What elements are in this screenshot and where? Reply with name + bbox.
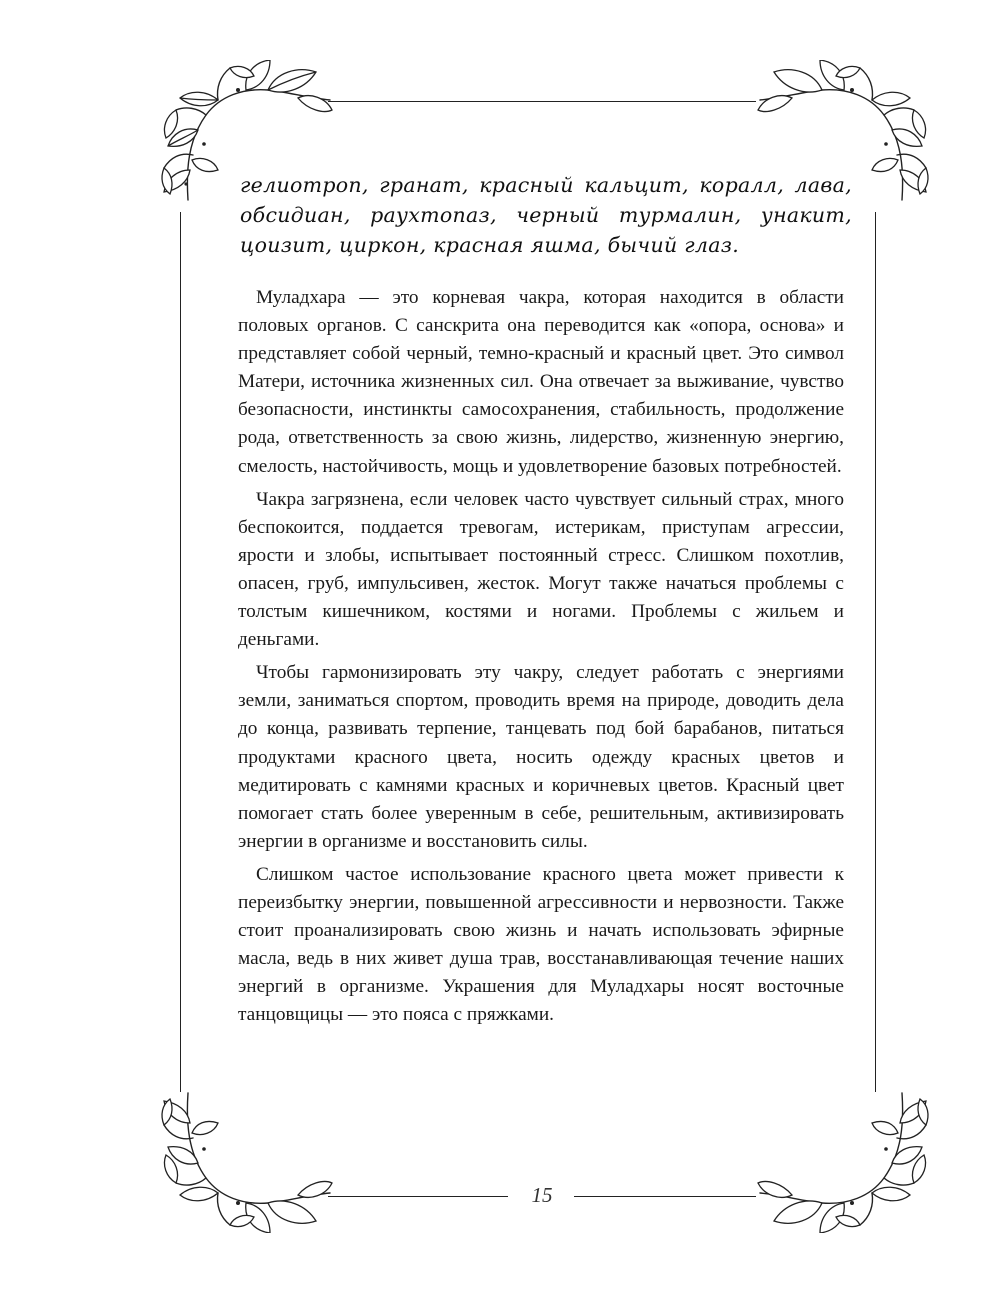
- left-frame-line: [180, 212, 181, 1092]
- leaf-ornament-icon: [757, 1088, 932, 1233]
- paragraph: Слишком частое использование красного цвета может привести к переизбытку энергии, повышенной агрессивности и нервозности. Также стоит проанализировать свою жизнь и начать использовать эфирные масла, ведь в них живет душа трав, восстанавливающая течение наших энергий в организме. Украшения для Муладхары носят восточные танцовщицы — это пояса с пряжками.: [238, 863, 844, 1026]
- paragraph: Муладхара — это корневая чакра, которая находится в области половых органов. С санскрита она переводится как «опора, основа» и представляет собой черный, темно-красный и красный цвет. Это символ Матери, источника жизненных сил. Она отвечает за выживание, чувство безопасности, инстинкты самосохранения, стабильность, продолжение рода, ответственность за свою жизнь, лидерство, жизненную энергию, смелость, настойчивость, мощь и удовлетворение базовых потребностей.: [238, 287, 844, 477]
- paragraph: Чтобы гармонизировать эту чакру, следует работать с энергиями земли, заниматься спортом, проводить время на природе, доводить дела до конца, развивать терпение, танцевать под бой барабанов, питаться продуктами красного цвета, носить одежду красных цветов и медитировать с камнями красных и коричневых цветов. Красный цвет помогает стать более уверенным в себе, решительным, активизировать энергии в организме и восстановить силы.: [238, 662, 844, 852]
- bottom-frame-line-right: [574, 1196, 756, 1197]
- right-frame-line: [875, 212, 876, 1092]
- page-number: 15: [531, 1183, 553, 1207]
- stones-list: гелиотроп, гранат, красный кальцит, коралл, лава, обсидиан, раухтопаз, черный турмалин, унакит, цоизит, циркон, красная яшма, бычий глаз.: [240, 173, 852, 257]
- bottom-frame-line-left: [328, 1196, 508, 1197]
- leaf-ornament-icon: [158, 1088, 333, 1233]
- body-text: [238, 284, 844, 1034]
- paragraph: Чакра загрязнена, если человек часто чувствует сильный страх, много беспокоится, поддается тревогам, истерикам, приступам агрессии, ярости и злобы, испытывает постоянный стресс. Слишком похотлив, опасен, груб, импульсивен, жесток. Могут также начаться проблемы с толстым кишечником, костями и ногами. Проблемы с жильем и деньгами.: [238, 488, 844, 651]
- top-frame-line: [328, 101, 756, 102]
